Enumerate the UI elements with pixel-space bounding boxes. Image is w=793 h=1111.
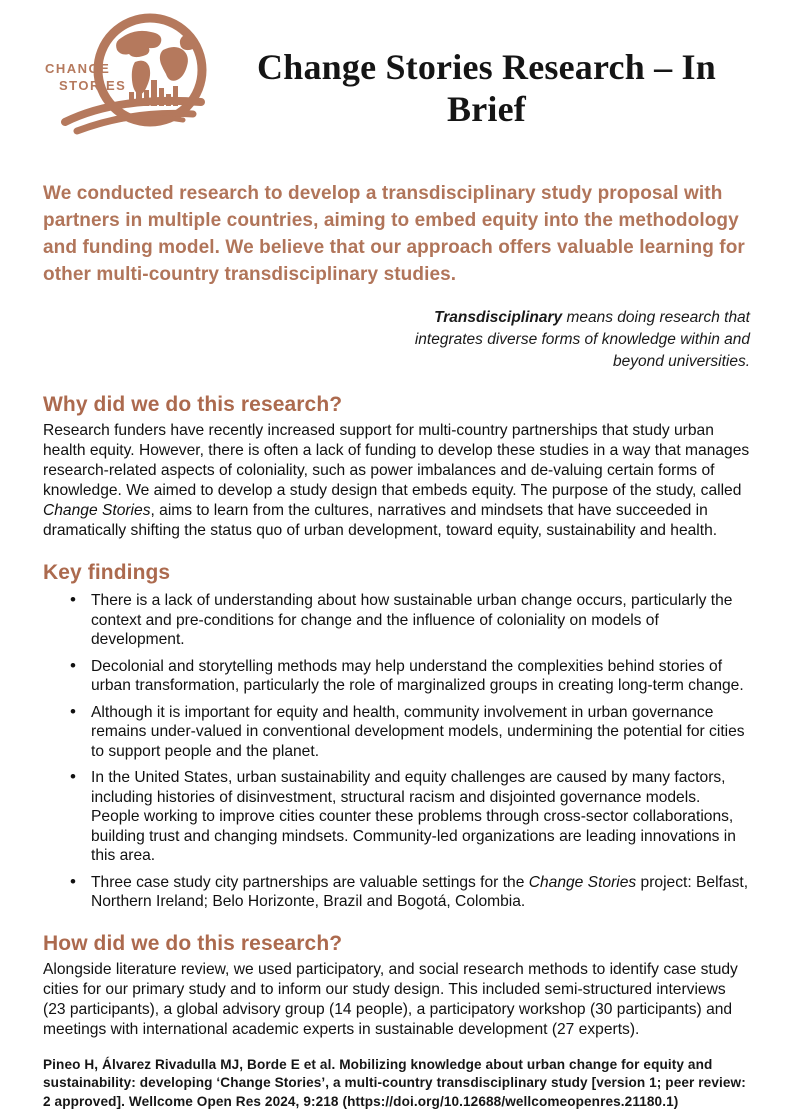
wave-lines <box>65 101 201 131</box>
globe-logo-icon <box>43 10 223 136</box>
intro-lede: We conducted research to develop a transdisciplinary study proposal with partners in multiple countries, aiming to embed equity into the methodology and funding model. We believe that our approach offers valuable learning for other multi-country transdisciplinary studies. <box>43 183 745 286</box>
continent-north <box>116 31 161 57</box>
finding-item: • Three case study city partnerships are valuable settings for the Change Stories project: Belfast, Northern Ireland; Belo Horizonte, Brazil and Bogotá, Colombia. <box>91 873 750 912</box>
how-section-heading: How did we do this research? <box>43 931 343 955</box>
finding-item: • In the United States, urban sustainability and equity challenges are caused by many factors, including histories of disinvestment, structural racism and disjointed governance models. People working to improve cities counter these problems through cross-sector collaborations, building trust and changing mindsets. Community-led organizations are leading innovations in this area. <box>91 768 750 866</box>
change-stories-logo <box>43 10 223 136</box>
transdisciplinary-definition-note: Transdisciplinary means doing research that integrates diverse forms of knowledge within and beyond universities. <box>414 309 750 371</box>
finding-item: • There is a lack of understanding about how sustainable urban change occurs, particularly the context and pre-conditions for change and the influence of coloniality on models of development. <box>91 591 750 650</box>
why-section-paragraph: Research funders have recently increased support for multi-country partnerships that study urban health equity. However, there is often a lack of funding to develop these studies in a way that manages research-related aspects of coloniality, such as power imbalances and de-valuing certain forms of knowledge. We aimed to develop a study design that embeds equity. The purpose of the study, called Change Stories, aims to learn from the cultures, narratives and mindsets that have succeeded in dramatically shifting the status quo of urban development, toward equity, sustainability and health. <box>43 422 750 540</box>
finding-item: • Although it is important for equity and health, community involvement in urban governance remains under-valued in conventional development models, undermining the potential for cities to support people and the planet. <box>91 703 750 762</box>
why-section-heading: Why did we do this research? <box>43 393 343 417</box>
how-section-paragraph: Alongside literature review, we used participatory, and social research methods to identify case study cities for our primary study and to inform our study design. This included semi-structured interviews (23 participants), a global advisory group (14 people), a participatory workshop (30 participants) and meetings with international academic experts in sustainable development (27 experts). <box>43 960 738 1038</box>
page-title: Change Stories Research – In Brief <box>257 47 716 129</box>
citation-text: Pineo H, Álvarez Rivadulla MJ, Borde E et al. Mobilizing knowledge about urban change for equity and sustainability: developing ‘Change Stories’, a multi-country transdisciplinary study [version 1; peer review: 2 approved]. Wellcome Open Res 2024, 9:218 (https://doi.org/10.12688/wellcomeopenres.21180.1) <box>43 1056 746 1109</box>
continent-africa <box>160 47 188 81</box>
key-findings-heading: Key findings <box>43 561 171 585</box>
header <box>43 10 750 154</box>
logo-word-change: CHANGE <box>45 61 111 76</box>
finding-item: • Decolonial and storytelling methods may help understand the complexities behind stories of urban transformation, particularly the role of marginalized groups in creating long-term change. <box>91 657 750 696</box>
key-findings-list <box>43 591 750 912</box>
logo-word-stories: STORIES <box>59 78 127 93</box>
